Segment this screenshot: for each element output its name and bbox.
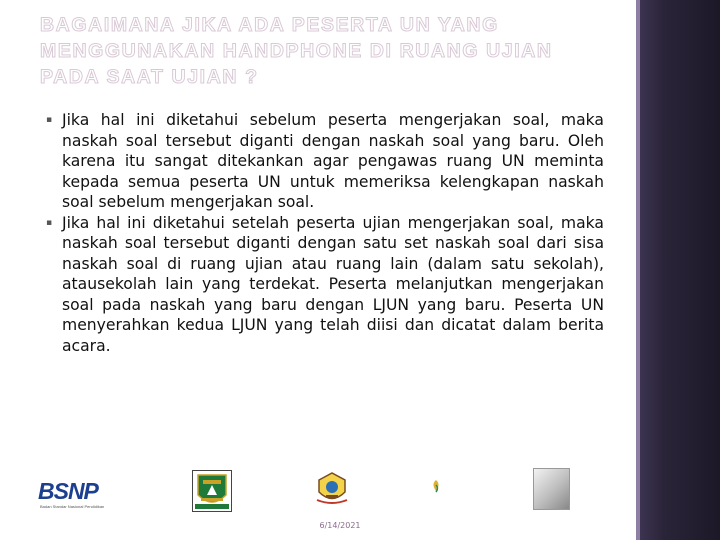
slide-date: 6/14/2021: [319, 521, 361, 530]
slide-title: BAGAIMANA JIKA ADA PESERTA UN YANG MENGGUNAKAN HANDPHONE DI RUANG UJIAN PADA SAAT UJIAN ?: [40, 14, 553, 88]
gray-placeholder-image: [533, 468, 570, 510]
bullet-item-1: [46, 110, 604, 213]
bullet-item-2: [46, 213, 604, 357]
bsnp-logo-subtitle: Badan Standar Nasional Pendidikan: [40, 504, 105, 509]
bullet-marker-2: ▪: [46, 217, 53, 228]
bullet-list: [46, 110, 604, 356]
province-crest-icon: [192, 470, 232, 512]
bullet-text-1: Jika hal ini diketahui sebelum peserta mengerjakan soal, maka naskah soal tersebut diganti dengan naskah soal yang baru. Oleh karena itu sangat ditekankan agar pengawas ruang UN meminta kepada semua peserta UN untuk memeriksa kelengkapan naskah soal sebelum mengerjakan soal.: [62, 111, 604, 211]
bullet-text-2: Jika hal ini diketahui setelah peserta ujian mengerjakan soal, maka naskah soal tersebut diganti dengan satu set naskah soal dari sisa naskah soal di ruang ujian atau ruang lain (dalam satu sekolah), atausekolah lain yang terdekat. Peserta melanjutkan mengerjakan soal pada naskah yang baru dengan LJUN yang baru. Peserta UN menyerahkan kedua LJUN yang telah diisi dan dicatat dalam berita acara.: [62, 213, 604, 355]
bullet-marker-1: ▪: [46, 115, 53, 125]
bsnp-logo-text: BSNP: [38, 478, 98, 504]
bsnp-logo: [38, 478, 122, 512]
school-crest-icon: [315, 470, 349, 506]
small-emblem-icon: [430, 478, 442, 492]
decorative-sidebar: [640, 0, 720, 540]
